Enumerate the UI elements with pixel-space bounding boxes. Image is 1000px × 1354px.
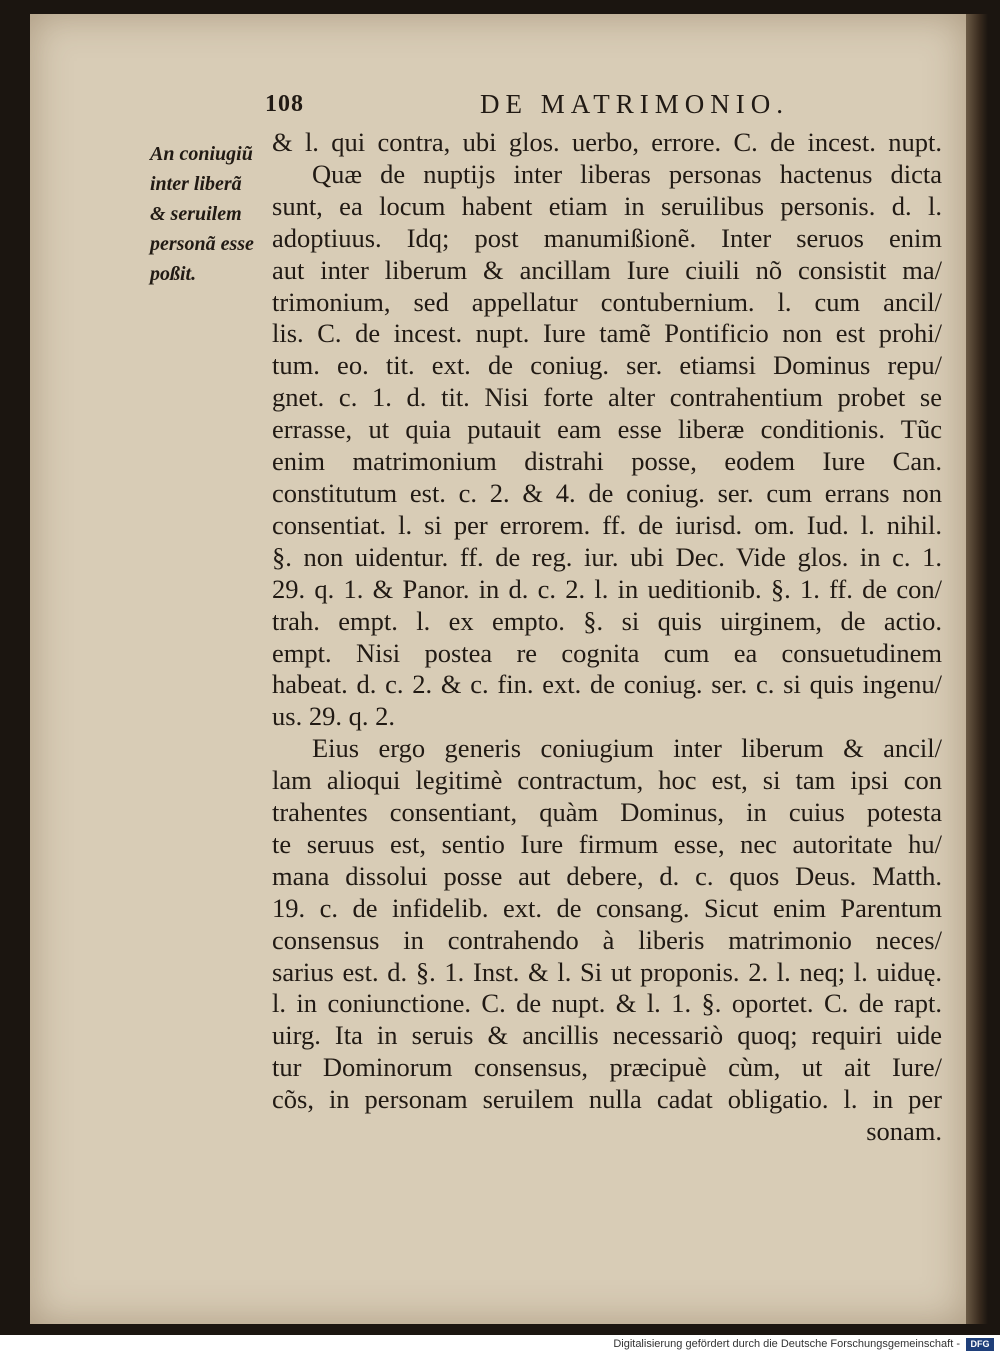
- text-line: §. non uidentur. ff. de reg. iur. ubi Dec. Vide glos. in c. 1.: [272, 541, 942, 572]
- text-line: trah. empt. l. ex empto. §. si quis uirginem, de actio.: [272, 605, 942, 636]
- text-line: cõs, in personam seruilem nulla cadat obligatio. l. in per: [272, 1084, 942, 1115]
- text-line: tum. eo. tit. ext. de coniug. ser. etiamsi Dominus repu/: [272, 350, 942, 381]
- marginal-note: [150, 139, 272, 289]
- text-line: adoptiuus. Idq; post manumißionẽ. Inter seruos enim: [272, 222, 942, 253]
- text-line: trahentes consentiant, quàm Dominus, in cuius potesta: [272, 797, 942, 828]
- text-line: sunt, ea locum habent etiam in seruilibus personis. d. l.: [272, 190, 942, 221]
- text-line: consentiat. l. si per errorem. ff. de iurisd. om. Iud. l. nihil.: [272, 509, 942, 540]
- text-line: & l. qui contra, ubi glos. uerbo, errore. C. de incest. nupt.: [272, 127, 942, 157]
- dfg-logo-icon: DFG: [966, 1338, 994, 1351]
- text-line: trimonium, sed appellatur contubernium. l. cum ancil/: [272, 286, 942, 317]
- paragraph-start-line: Quæ de nuptijs inter liberas personas hactenus dicta: [312, 158, 942, 189]
- text-line: errasse, ut quia putauit eam esse liberæ conditionis. Tũc: [272, 414, 942, 445]
- text-line: 19. c. de infidelib. ext. de consang. Sicut enim Parentum: [272, 892, 942, 923]
- funding-credit: Digitalisierung gefördert durch die Deutsche Forschungsgemeinschaft -: [613, 1338, 960, 1350]
- running-head: [265, 89, 825, 123]
- marginal-note-line: An coniugiũ: [150, 143, 253, 165]
- text-line: empt. Nisi postea re cognita cum ea consuetudinem: [272, 637, 942, 668]
- marginal-note-line: personã esse: [150, 233, 254, 255]
- text-line: aut inter liberum & ancillam Iure ciuili nõ consistit ma/: [272, 254, 942, 285]
- marginal-note-line: & seruilem: [150, 203, 242, 225]
- text-line: mana dissolui posse aut debere, d. c. quos Deus. Matth.: [272, 860, 942, 891]
- text-line: uirg. Ita in seruis & ancillis necessariò quoq; requiri uide: [272, 1020, 942, 1051]
- text-line: lis. C. de incest. nupt. Iure tamẽ Pontificio non est prohi/: [272, 318, 942, 349]
- paragraph-start-line: Eius ergo generis coniugium inter liberum & ancil/: [312, 733, 942, 764]
- marginal-note-line: poßit.: [150, 263, 197, 285]
- text-line: 29. q. 1. & Panor. in d. c. 2. l. in ueditionib. §. 1. ff. de con/: [272, 573, 942, 604]
- catchword: sonam.: [866, 1116, 942, 1147]
- page-number: 108: [265, 91, 304, 117]
- text-line: sarius est. d. §. 1. Inst. & l. Si ut proponis. 2. l. neq; l. uiduę.: [272, 956, 942, 987]
- text-line: gnet. c. 1. d. tit. Nisi forte alter contrahentium probet se: [272, 382, 942, 413]
- text-line: consensus in contrahendo à liberis matrimonio neces/: [272, 924, 942, 955]
- text-line: l. in coniunctione. C. de nupt. & l. 1. §. oportet. C. de rapt.: [272, 988, 942, 1019]
- text-line: us. 29. q. 2.: [272, 701, 395, 732]
- text-line: habeat. d. c. 2. & c. fin. ext. de coniug. ser. c. si quis ingenu/: [272, 669, 942, 700]
- text-line: enim matrimonium distrahi posse, eodem Iure Can.: [272, 446, 942, 477]
- text-line: tur Dominorum consensus, præcipuè cùm, ut ait Iure/: [272, 1052, 942, 1083]
- book-binding-edge: [966, 14, 988, 1324]
- text-line: lam alioqui legitimè contractum, hoc est, si tam ipsi con: [272, 765, 942, 796]
- text-line: te seruus est, sentio Iure firmum esse, nec autoritate hu/: [272, 828, 942, 859]
- text-line: constitutum est. c. 2. & 4. de coniug. ser. cum errans non: [272, 477, 942, 508]
- page-content: [30, 14, 966, 1324]
- body-text: [272, 127, 942, 1148]
- marginal-note-line: inter liberã: [150, 173, 242, 195]
- footer-bar: [0, 1335, 1000, 1354]
- running-title: DE MATRIMONIO.: [480, 89, 789, 119]
- book-page: [30, 14, 966, 1324]
